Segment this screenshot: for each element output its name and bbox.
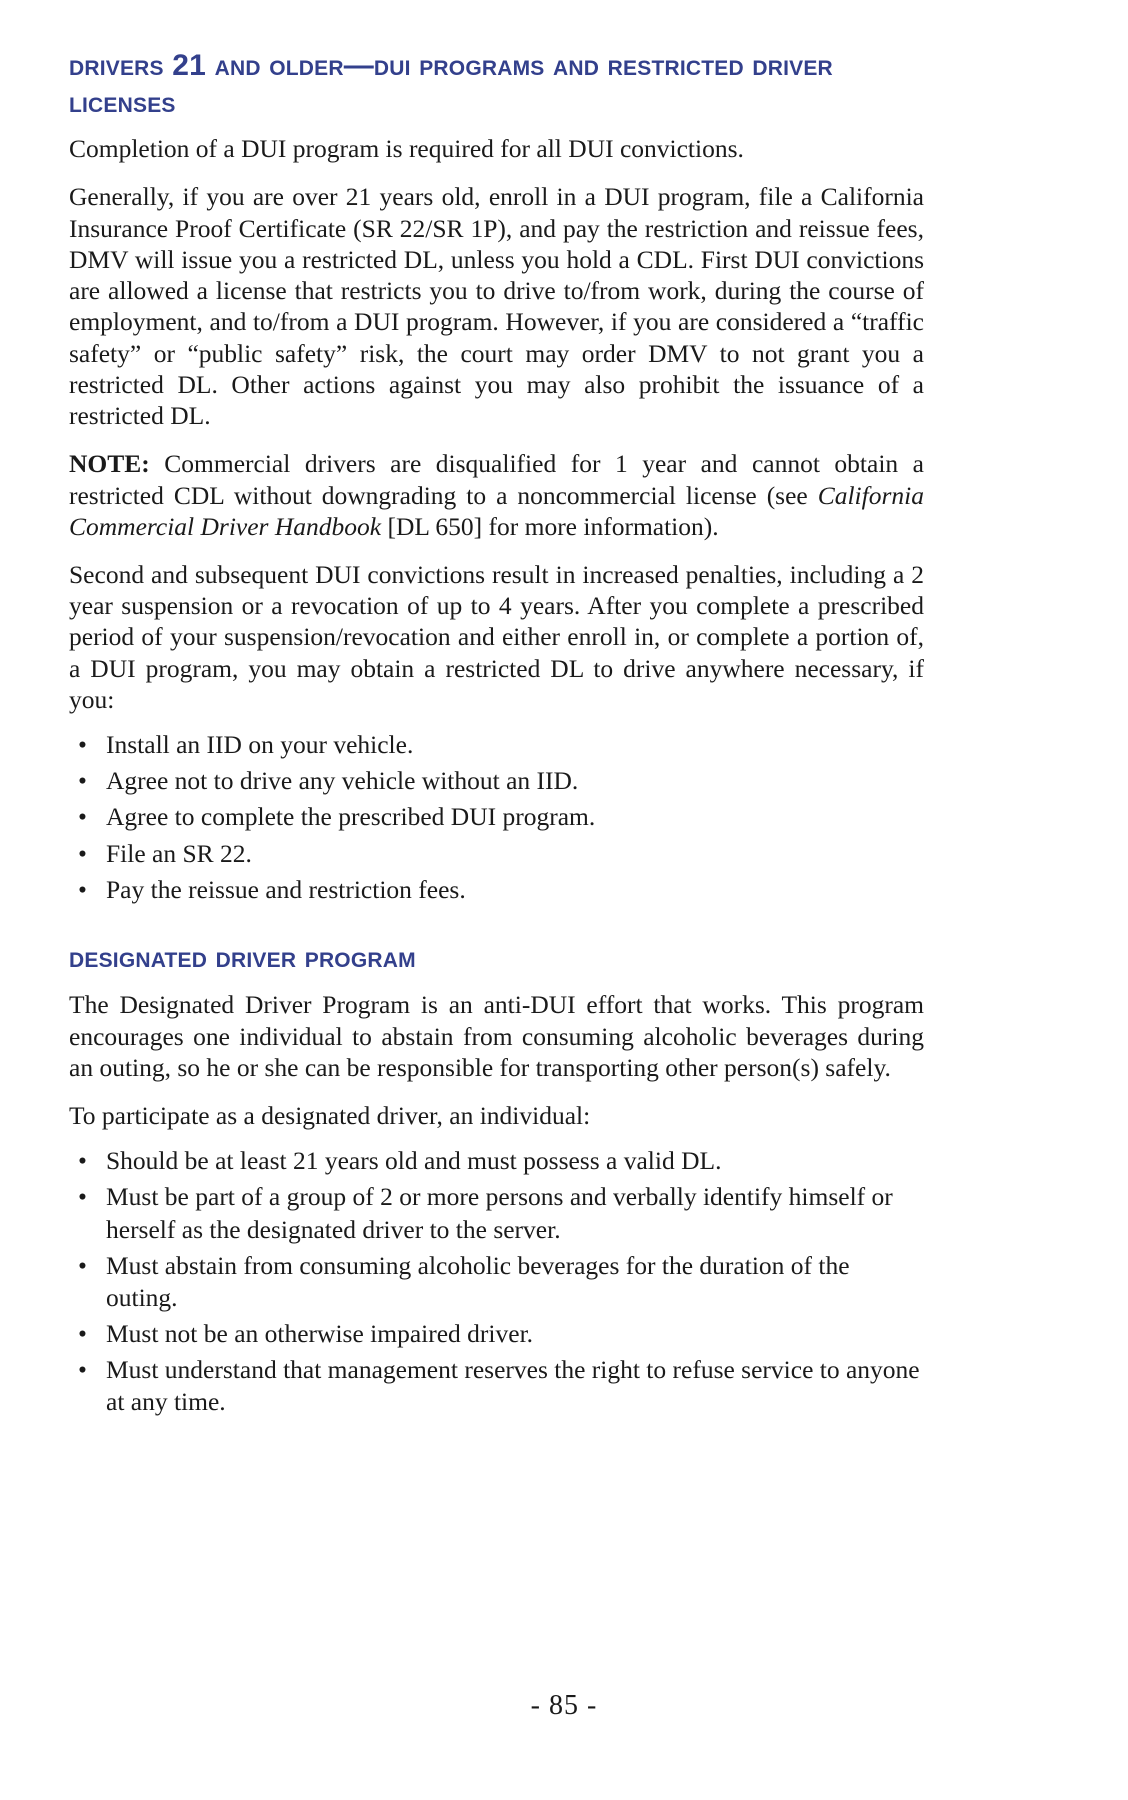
list-item [69, 801, 924, 833]
list-item-label: Must not be an otherwise impaired driver. [106, 1318, 534, 1348]
note-text-after: [DL 650] for more information). [381, 511, 719, 541]
note-text-before: Commercial drivers are disqualified for 1 year and cannot obtain a restricted CDL without downgrading to a noncommercial license (see [69, 449, 924, 510]
bullet-dot-icon: • [78, 802, 87, 832]
bullet-dot-icon: • [78, 1318, 87, 1348]
page-number: - 85 - [530, 1690, 598, 1721]
bullet-dot-icon: • [78, 1146, 87, 1176]
list-item-label: Agree to complete the prescribed DUI program. [106, 802, 596, 832]
section-heading-designated-driver-program: designated driver program [69, 940, 416, 974]
list-item [69, 1145, 924, 1177]
list-item [69, 874, 924, 906]
paragraph-general-dui: Generally, if you are over 21 years old, enroll in a DUI program, file a California Insurance Proof Certificate (SR 22/SR 1P), and pay the restriction and reissue fees, DMV will issue you a restricted DL, unless you hold a CDL. First DUI convictions are allowed a license that restricts you to drive to/from work, during the course of employment, and to/from a DUI program. However, if you are considered a “traffic safety” or “public safety” risk, the court may order DMV to not grant you a restricted DL. Other actions against you may also prohibit the issuance of a restricted DL. [69, 182, 924, 431]
list-item [69, 1250, 924, 1314]
list-item [69, 1181, 924, 1245]
list-item-label: Should be at least 21 years old and must possess a valid DL. [106, 1146, 722, 1176]
list-item [69, 1354, 924, 1418]
page-title: drivers 21 and older—dui programs and restricted driver licenses [69, 49, 833, 119]
list-item-label: Install an IID on your vehicle. [106, 730, 414, 760]
note-italic-title: California Commercial Driver Handbook [69, 480, 924, 541]
bullet-dot-icon: • [78, 1250, 87, 1280]
bullet-dot-icon: • [78, 838, 87, 868]
designated-driver-requirements-list [69, 1145, 924, 1418]
list-item [69, 765, 924, 797]
bullet-dot-icon: • [78, 1182, 87, 1212]
paragraph-designated-driver-intro: The Designated Driver Program is an anti-DUI effort that works. This program encourages one individual to abstain from consuming alcoholic beverages during an outing, so he or she can be responsible for transporting other person(s) safely. [69, 990, 924, 1082]
list-item-label: Agree not to drive any vehicle without an IID. [106, 766, 579, 796]
bullet-dot-icon: • [78, 874, 87, 904]
bullet-dot-icon: • [78, 766, 87, 796]
list-item-label: Must abstain from consuming alcoholic beverages for the duration of the outing. [106, 1250, 850, 1312]
list-item-label: File an SR 22. [106, 838, 252, 868]
paragraph-second-convictions: Second and subsequent DUI convictions result in increased penalties, including a 2 year suspension or a revocation of up to 4 years. After you complete a prescribed period of your suspension/revocation and either enroll in, or complete a portion of, a DUI program, you may obtain a restricted DL to drive anywhere necessary, if you: [69, 560, 924, 714]
page-content [69, 48, 924, 1422]
list-item [69, 729, 924, 761]
list-item-label: Pay the reissue and restriction fees. [106, 874, 466, 904]
bullet-dot-icon: • [78, 1355, 87, 1385]
paragraph-intro: Completion of a DUI program is required for all DUI convictions. [69, 134, 744, 164]
paragraph-note [69, 448, 924, 542]
list-item [69, 1318, 924, 1350]
bullet-dot-icon: • [78, 730, 87, 760]
note-label: NOTE: [69, 449, 150, 479]
paragraph-participate-lead-in: To participate as a designated driver, an individual: [69, 1101, 591, 1131]
list-item-label: Must understand that management reserves the right to refuse service to anyone at any time. [106, 1355, 920, 1417]
restricted-dl-requirements-list [69, 729, 924, 906]
list-item [69, 838, 924, 870]
list-item-label: Must be part of a group of 2 or more persons and verbally identify himself or herself as the designated driver to the server. [106, 1182, 893, 1244]
